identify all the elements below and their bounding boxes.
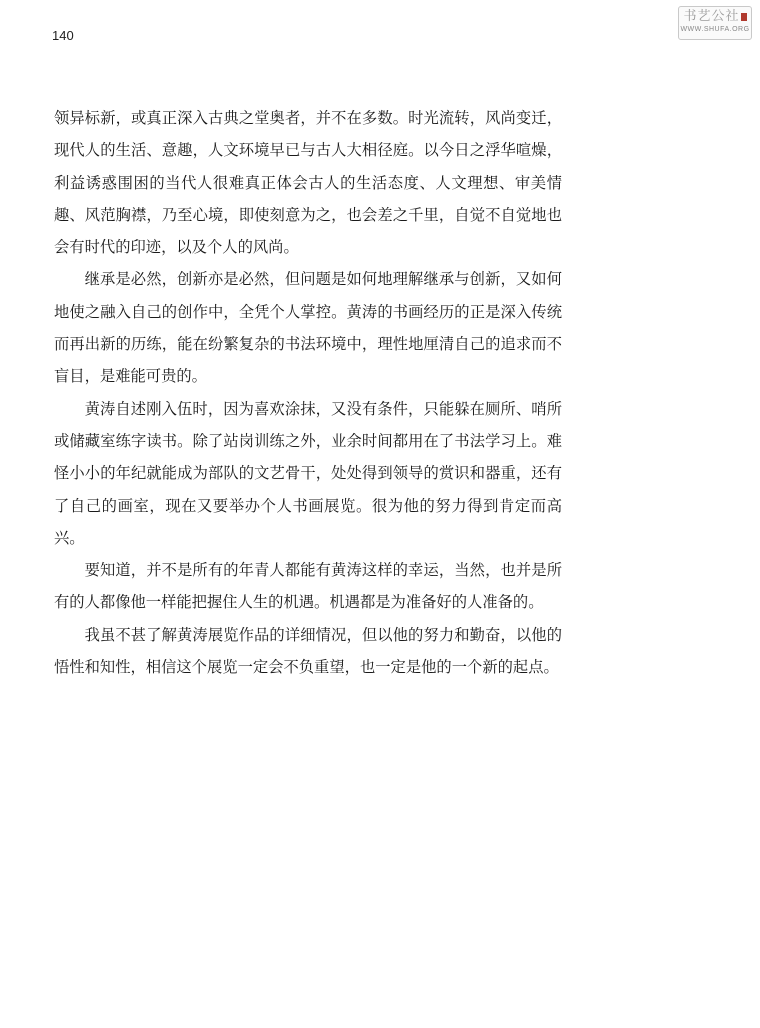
watermark-badge xyxy=(678,6,752,40)
seal-icon xyxy=(741,13,747,21)
watermark-logo-text: 书艺公社 xyxy=(683,9,740,24)
paragraph: 黄涛自述刚入伍时，因为喜欢涂抹，又没有条件，只能躲在厕所、哨所或储藏室练字读书。除了站岗训练之外，业余时间都用在了书法学习上。难怪小小的年纪就能成为部队的文艺骨干，处处得到领导的赏识和器重，还有了自己的画室，现在又要举办个人书画展览。很为他的努力得到肯定而高兴。 xyxy=(54,399,562,547)
page-number: 140 xyxy=(52,28,74,43)
watermark-url: WWW.SHUFA.ORG xyxy=(680,26,750,33)
watermark-logo xyxy=(679,9,751,25)
paragraph-continued: 领异标新，或真正深入古典之堂奥者，并不在多数。时光流转，风尚变迁，现代人的生活、意趣，人文环境早已与古人大相径庭。以今日之浮华喧燥，利益诱惑围困的当代人很难真正体会古人的生活态度、人文理想、审美情趣、风范胸襟，乃至心境，即使刻意为之，也会差之千里，自觉不自觉地也会有时代的印迹，以及个人的风尚。 xyxy=(54,109,562,257)
body-text xyxy=(54,102,562,683)
paragraph: 要知道，并不是所有的年青人都能有黄涛这样的幸运，当然，也并是所有的人都像他一样能把握住人生的机遇。机遇都是为准备好的人准备的。 xyxy=(54,561,562,612)
paragraph: 我虽不甚了解黄涛展览作品的详细情况，但以他的努力和勤奋，以他的悟性和知性，相信这个展览一定会不负重望，也一定是他的一个新的起点。 xyxy=(54,625,562,677)
paragraph: 继承是必然，创新亦是必然，但问题是如何地理解继承与创新，又如何地使之融入自己的创作中，全凭个人掌控。黄涛的书画经历的正是深入传统而再出新的历练，能在纷繁复杂的书法环境中，理性地厘清自己的追求而不盲目，是难能可贵的。 xyxy=(54,270,562,386)
